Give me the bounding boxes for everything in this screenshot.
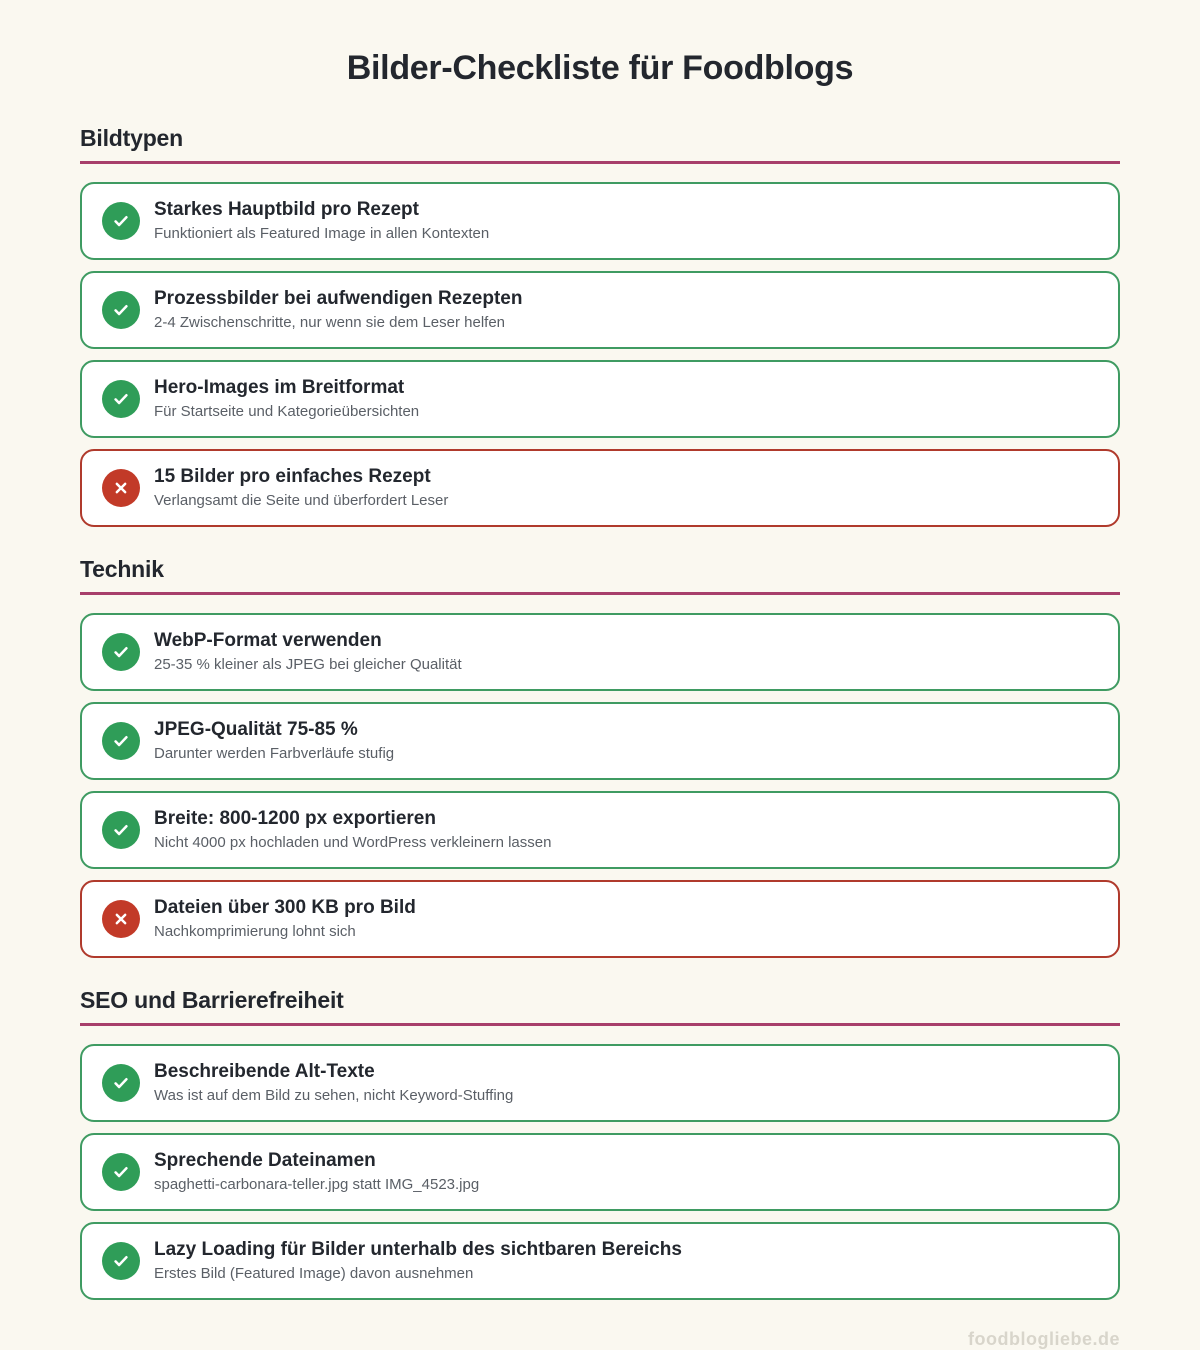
cross-icon bbox=[102, 900, 140, 938]
checklist-item bbox=[80, 1222, 1120, 1300]
item-text bbox=[154, 1149, 479, 1195]
item-text bbox=[154, 629, 462, 675]
section-heading-underline bbox=[80, 125, 1120, 164]
footer-brand: foodblogliebe.de bbox=[968, 1328, 1120, 1349]
item-subtitle: spaghetti-carbonara-teller.jpg statt IMG_4523.jpg bbox=[154, 1175, 480, 1193]
checklist-item bbox=[80, 880, 1120, 958]
section-heading-underline bbox=[80, 987, 1120, 1026]
checklist-item bbox=[80, 702, 1120, 780]
checklist-item bbox=[80, 1044, 1120, 1122]
checklist-section bbox=[80, 556, 1120, 958]
item-title: JPEG-Qualität 75-85 % bbox=[154, 719, 358, 741]
item-title: Lazy Loading für Bilder unterhalb des sichtbaren Bereichs bbox=[154, 1239, 682, 1261]
item-subtitle: Verlangsamt die Seite und überfordert Leser bbox=[154, 491, 449, 509]
check-icon bbox=[102, 811, 140, 849]
checklist-section bbox=[80, 125, 1120, 527]
section-heading-underline bbox=[80, 556, 1120, 595]
checklist-item bbox=[80, 449, 1120, 527]
section-heading: SEO und Barrierefreiheit bbox=[80, 986, 344, 1013]
item-subtitle: Funktioniert als Featured Image in allen Kontexten bbox=[154, 224, 490, 242]
check-icon bbox=[102, 722, 140, 760]
item-subtitle: Erstes Bild (Featured Image) davon ausnehmen bbox=[154, 1264, 474, 1282]
item-title: Prozessbilder bei aufwendigen Rezepten bbox=[154, 288, 523, 310]
item-text bbox=[154, 287, 522, 333]
section-heading: Bildtypen bbox=[80, 124, 183, 151]
checklist-item bbox=[80, 791, 1120, 869]
cross-icon bbox=[102, 469, 140, 507]
page-title: Bilder-Checkliste für Foodblogs bbox=[346, 49, 854, 87]
check-icon bbox=[102, 291, 140, 329]
item-subtitle: Für Startseite und Kategorieübersichten bbox=[154, 402, 420, 420]
item-title: Dateien über 300 KB pro Bild bbox=[154, 897, 416, 919]
item-subtitle: 2-4 Zwischenschritte, nur wenn sie dem Leser helfen bbox=[154, 313, 506, 331]
item-subtitle: Nachkomprimierung lohnt sich bbox=[154, 922, 356, 940]
item-text bbox=[154, 807, 551, 853]
checklist-item bbox=[80, 1133, 1120, 1211]
item-title: 15 Bilder pro einfaches Rezept bbox=[154, 466, 431, 488]
item-title: WebP-Format verwenden bbox=[154, 630, 382, 652]
sections-container bbox=[80, 125, 1120, 1300]
item-text bbox=[154, 1238, 682, 1284]
item-subtitle: Nicht 4000 px hochladen und WordPress verkleinern lassen bbox=[154, 833, 552, 851]
check-icon bbox=[102, 1153, 140, 1191]
item-subtitle: Was ist auf dem Bild zu sehen, nicht Keyword-Stuffing bbox=[154, 1086, 514, 1104]
checklist-item bbox=[80, 613, 1120, 691]
item-subtitle: Darunter werden Farbverläufe stufig bbox=[154, 744, 395, 762]
check-icon bbox=[102, 202, 140, 240]
item-text bbox=[154, 198, 489, 244]
section-heading: Technik bbox=[80, 555, 164, 582]
item-title: Breite: 800-1200 px exportieren bbox=[154, 808, 436, 830]
checklist-item bbox=[80, 360, 1120, 438]
item-title: Starkes Hauptbild pro Rezept bbox=[154, 199, 419, 221]
item-text bbox=[154, 465, 448, 511]
item-title: Hero-Images im Breitformat bbox=[154, 377, 405, 399]
check-icon bbox=[102, 633, 140, 671]
item-text bbox=[154, 718, 394, 764]
check-icon bbox=[102, 380, 140, 418]
item-text bbox=[154, 896, 416, 942]
item-subtitle: 25-35 % kleiner als JPEG bei gleicher Qualität bbox=[154, 655, 462, 673]
item-text bbox=[154, 1060, 513, 1106]
checklist-item bbox=[80, 271, 1120, 349]
item-title: Beschreibende Alt-Texte bbox=[154, 1061, 375, 1083]
check-icon bbox=[102, 1064, 140, 1102]
checklist-section bbox=[80, 987, 1120, 1300]
check-icon bbox=[102, 1242, 140, 1280]
checklist-item bbox=[80, 182, 1120, 260]
item-text bbox=[154, 376, 419, 422]
item-title: Sprechende Dateinamen bbox=[154, 1150, 376, 1172]
